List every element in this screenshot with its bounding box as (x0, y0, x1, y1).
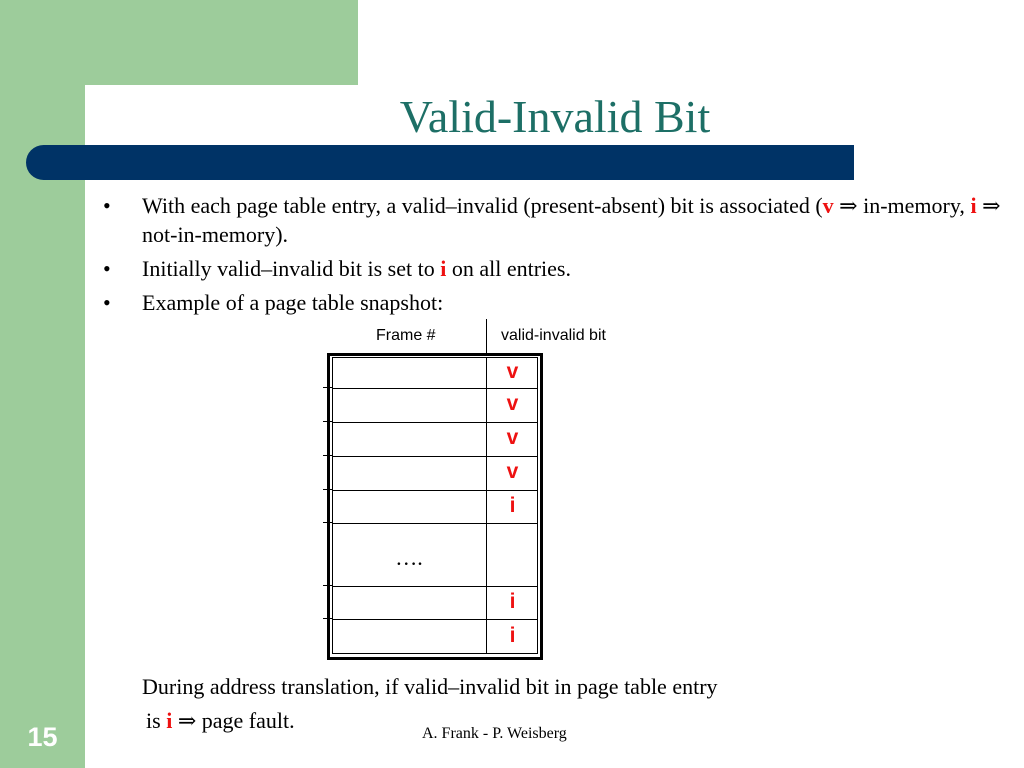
conclusion-invalid-symbol: i (166, 708, 173, 733)
table-row-divider (332, 388, 538, 389)
table-row-tick (323, 421, 332, 422)
table-row-bit: v (506, 392, 519, 415)
table-row-bit: i (509, 493, 516, 517)
bullet-3-text: Example of a page table snapshot: (142, 290, 444, 315)
bullet-list (103, 191, 1024, 322)
conclusion-page-fault: ⇒ page fault. (172, 708, 295, 733)
table-row-tick (323, 522, 332, 523)
table-row-bit: v (506, 460, 519, 483)
header-divider (486, 319, 487, 353)
bullet-1-text: With each page table entry, a valid–invalid (present-absent) bit is associated ( (142, 193, 823, 218)
title-underline-bar (26, 145, 854, 180)
bullet-1-valid-symbol: v (822, 193, 834, 218)
conclusion-line-1: During address translation, if valid–invalid bit in page table entry (142, 674, 718, 699)
slide-title: Valid-Invalid Bit (399, 91, 711, 142)
bullet-dot: • (103, 256, 111, 281)
content-panel (85, 85, 1024, 768)
bullet-item-1 (103, 191, 1024, 249)
table-row-bit: v (506, 426, 519, 449)
bullet-1-invalid-symbol: i (970, 193, 977, 218)
bullet-dot: • (103, 193, 111, 218)
table-row-divider (332, 456, 538, 457)
frame-number-header: Frame # (376, 327, 436, 344)
bullet-2-text-end: on all entries. (446, 256, 571, 281)
table-row-divider (332, 619, 538, 620)
bullet-item-3 (103, 288, 1024, 317)
conclusion-line-2-start: is (146, 708, 167, 733)
table-row-tick (323, 387, 332, 388)
table-row-tick (323, 585, 332, 586)
bullet-2-invalid-symbol: i (440, 256, 447, 281)
valid-invalid-bit-header: valid-invalid bit (501, 327, 606, 344)
bullet-1-in-memory: ⇒ in-memory, (833, 193, 971, 218)
table-row-frame: …. (395, 545, 423, 570)
bullet-dot: • (103, 290, 111, 315)
table-row-divider (332, 490, 538, 491)
table-row-bit: v (506, 359, 519, 383)
table-row-tick (323, 455, 332, 456)
table-row-tick (323, 489, 332, 490)
table-row-bit: i (509, 623, 516, 647)
table-row-divider (332, 523, 538, 524)
footer-author: A. Frank - P. Weisberg (422, 725, 567, 742)
bullet-2-text: Initially valid–invalid bit is set to (142, 256, 441, 281)
table-row-tick (323, 618, 332, 619)
table-row-divider (332, 422, 538, 423)
table-row-bit: i (509, 589, 516, 613)
bullet-item-2 (103, 254, 1024, 283)
table-row-divider (332, 586, 538, 587)
slide-number: 15 (27, 722, 58, 752)
bullet-1-not-in-memory: ⇒ not-in-memory). (142, 193, 1001, 247)
